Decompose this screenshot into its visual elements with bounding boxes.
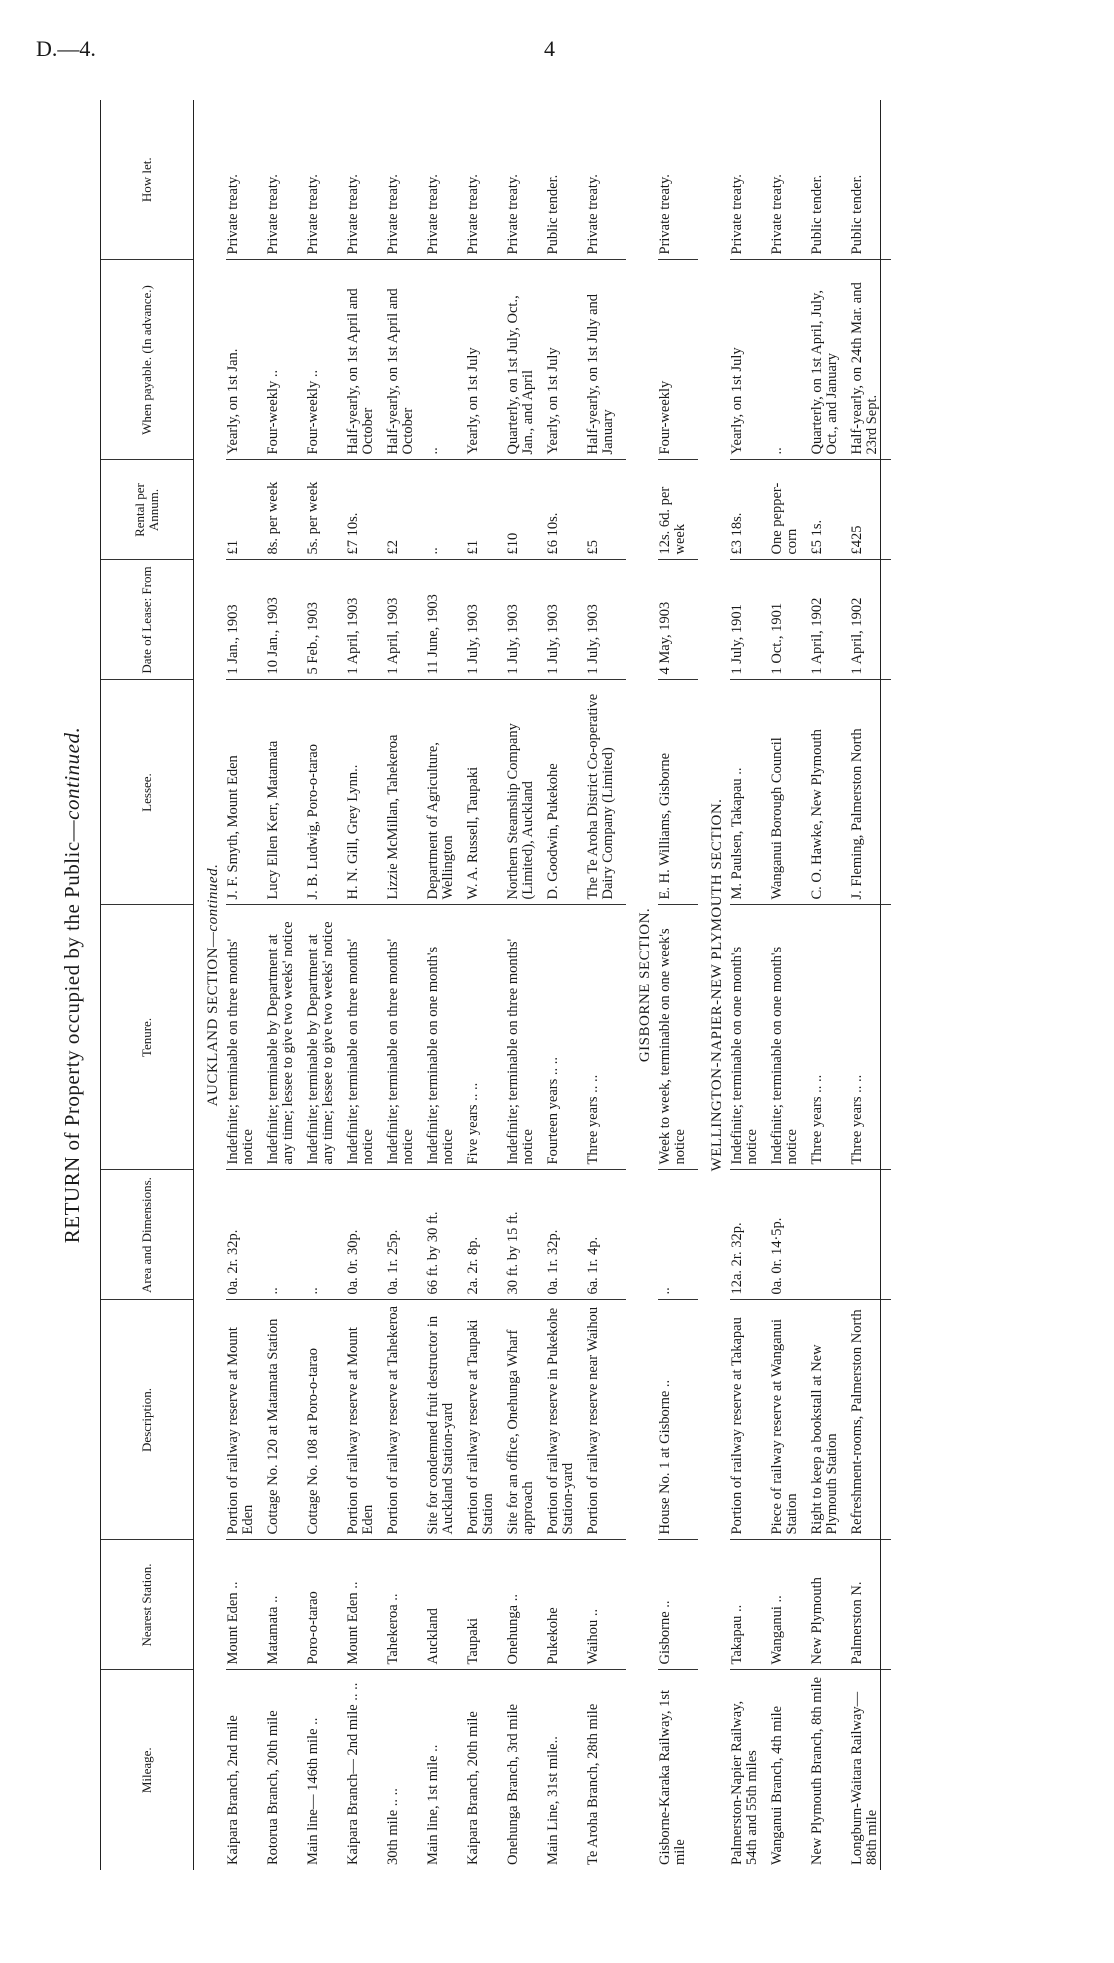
table-cell: 4 May, 1903	[658, 560, 688, 680]
table-cell: Yearly, on 1st July	[466, 260, 496, 460]
table-cell: Three years .. ..	[586, 905, 616, 1170]
spacer-cell	[688, 1670, 698, 1870]
table-cell: 2a. 2r. 8p.	[466, 1170, 496, 1300]
table-cell: £3 18s.	[730, 460, 760, 560]
table-cell: Palmerston N.	[850, 1540, 881, 1670]
table-cell: Yearly, on 1st July	[730, 260, 760, 460]
table-row	[386, 100, 416, 1870]
spacer-cell	[881, 560, 892, 680]
table-cell: Lucy Ellen Kerr, Matamata	[266, 680, 296, 905]
col-header: Tenure.	[101, 905, 194, 1170]
table-cell: 0a. 0r. 14·5p.	[770, 1170, 800, 1300]
table-cell: Indefinite; terminable on one month's notice	[770, 905, 800, 1170]
table-cell: Waihou ..	[586, 1540, 616, 1670]
table-cell: £6 10s.	[546, 460, 576, 560]
section-heading-row	[626, 100, 658, 1870]
table-cell: Half-yearly, on 24th Mar. and 23rd Sept.	[850, 260, 881, 460]
table-cell: E. H. Williams, Gisborne	[658, 680, 688, 905]
spacer-cell	[416, 260, 426, 460]
spacer-cell	[688, 100, 698, 260]
table-cell: Indefinite; terminable on three months' notice	[346, 905, 376, 1170]
table-cell: Public tender.	[810, 100, 840, 260]
table-cell: Cottage No. 120 at Matamata Station	[266, 1300, 296, 1540]
table-cell: 1 July, 1901	[730, 560, 760, 680]
table-cell: Quarterly, on 1st July, Oct., Jan., and April	[506, 260, 536, 460]
spacer-cell	[688, 1170, 698, 1300]
row-spacer	[688, 100, 698, 1870]
table-cell: 1 July, 1903	[506, 560, 536, 680]
table-cell: 12s. 6d. per week	[658, 460, 688, 560]
table-row	[730, 100, 760, 1870]
table-cell: Private treaty.	[306, 100, 336, 260]
document-code: D.—4.	[36, 36, 96, 61]
table-cell: Mount Eden ..	[346, 1540, 376, 1670]
table-cell: Main line, 1st mile ..	[425, 1744, 441, 1865]
row-spacer	[616, 100, 626, 1870]
table-cell: New Plymouth	[810, 1540, 840, 1670]
table-cell: J. B. Ludwig, Poro-o-tarao	[306, 680, 336, 905]
table-cell: Portion of railway reserve near Waihou	[586, 1300, 616, 1540]
table-cell: Half-yearly, on 1st April and October	[386, 260, 416, 460]
spacer-cell	[881, 1300, 892, 1540]
table-cell: 30th mile .. ..	[385, 1788, 401, 1865]
property-return-table	[100, 100, 891, 1870]
section-heading: WELLINGTON-NAPIER-NEW PLYMOUTH SECTION.	[709, 798, 725, 1172]
table-cell: Indefinite; terminable on one month's notice	[730, 905, 760, 1170]
table-cell: Indefinite; terminable on three months' notice	[506, 905, 536, 1170]
section-heading: GISBORNE SECTION.	[637, 907, 653, 1063]
table-cell: Lizzie McMillan, Tahekeroa	[386, 680, 416, 905]
table-cell: ..	[266, 1170, 296, 1300]
table-cell: Site for condemned fruit destructor in Auckland Station-yard	[426, 1300, 456, 1540]
table-body	[194, 100, 892, 1870]
table-cell: Main Line, 31st mile..	[545, 1736, 561, 1865]
spacer-cell	[616, 1170, 626, 1300]
table-cell: Wanganui Branch, 4th mile	[769, 1705, 785, 1865]
table-cell: Onehunga ..	[506, 1540, 536, 1670]
spacer-cell	[688, 1300, 698, 1540]
table-cell: Half-yearly, on 1st July and January	[586, 260, 616, 460]
table-cell: Pukekohe	[546, 1540, 576, 1670]
spacer-cell	[881, 1170, 892, 1300]
table-cell: Four-weekly	[658, 260, 688, 460]
table-cell: Private treaty.	[730, 100, 760, 260]
spacer-cell	[800, 1170, 810, 1300]
section-heading: AUCKLAND SECTION—continued.	[205, 863, 221, 1107]
spacer-cell	[616, 460, 626, 560]
spacer-cell	[688, 560, 698, 680]
table-cell: 6a. 1r. 4p.	[586, 1170, 616, 1300]
table-cell: Department of Agriculture, Wellington	[426, 680, 456, 905]
table-cell: Yearly, on 1st July	[546, 260, 576, 460]
table-cell: Private treaty.	[346, 100, 376, 260]
table-cell: ..	[426, 260, 456, 460]
table-cell: Indefinite; terminable on one month's notice	[426, 905, 456, 1170]
col-header: Lessee.	[101, 680, 194, 905]
table-cell: Te Aroha Branch, 28th mile	[585, 1703, 601, 1865]
table-cell: 11 June, 1903	[426, 560, 456, 680]
table-cell: The Te Aroha District Co-operative Dairy Company (Limited)	[586, 680, 616, 905]
table-cell: 5 Feb., 1903	[306, 560, 336, 680]
col-header: Date of Lease: From	[101, 560, 194, 680]
col-header: Rental per Annum.	[101, 460, 194, 560]
page-number: 4	[544, 36, 555, 61]
table-cell: 1 July, 1903	[546, 560, 576, 680]
table-cell: M. Paulsen, Takapau ..	[730, 680, 760, 905]
spacer-cell	[881, 260, 892, 460]
spacer-cell	[881, 905, 892, 1170]
table-cell: Right to keep a bookstall at New Plymouth Station	[810, 1300, 840, 1540]
table-cell: Auckland	[426, 1540, 456, 1670]
spacer-cell	[256, 1170, 266, 1300]
table-cell	[850, 1170, 881, 1300]
section-heading-row	[698, 100, 730, 1870]
table-cell: Kaipara Branch, 20th mile	[465, 1711, 481, 1865]
table-cell: Refreshment-rooms, Palmerston North	[850, 1300, 881, 1540]
spacer-cell	[296, 1170, 306, 1300]
table-cell: Northern Steamship Company (Limited), Auckland	[506, 680, 536, 905]
spacer-cell	[688, 905, 698, 1170]
spacer-cell	[616, 1670, 626, 1870]
table-cell: ..	[658, 1170, 688, 1300]
table-cell: Indefinite; terminable on three months' notice	[226, 905, 256, 1170]
table-cell: Kaipara Branch, 2nd mile	[225, 1715, 241, 1865]
table-cell: 12a. 2r. 32p.	[730, 1170, 760, 1300]
table-cell: One pepper-corn	[770, 460, 800, 560]
table-cell: 1 April, 1903	[386, 560, 416, 680]
table-cell: ..	[306, 1170, 336, 1300]
spacer-cell	[616, 905, 626, 1170]
table-cell: 1 April, 1902	[810, 560, 840, 680]
table-cell: Private treaty.	[226, 100, 256, 260]
table-cell: Takapau ..	[730, 1540, 760, 1670]
table-cell: Portion of railway reserve at Mount Eden	[346, 1300, 376, 1540]
table-cell: 0a. 0r. 30p.	[346, 1170, 376, 1300]
table-row	[346, 100, 376, 1870]
table-row	[586, 100, 616, 1870]
table-cell: Three years .. ..	[810, 905, 840, 1170]
table-cell: Palmerston-Napier Railway, 54th and 55th miles	[729, 1700, 760, 1865]
table-cell: Wanganui Borough Council	[770, 680, 800, 905]
table-cell: Five years .. ..	[466, 905, 496, 1170]
table-row	[546, 100, 576, 1870]
spacer-cell	[840, 1170, 850, 1300]
spacer-cell	[688, 460, 698, 560]
table-cell: Tahekeroa ..	[386, 1540, 416, 1670]
table-cell: Cottage No. 108 at Poro-o-tarao	[306, 1300, 336, 1540]
col-header: Description.	[101, 1300, 194, 1540]
table-cell: ..	[770, 260, 800, 460]
spacer-cell	[881, 680, 892, 905]
spacer-cell	[881, 100, 892, 260]
table-cell: Four-weekly ..	[266, 260, 296, 460]
section-heading-row	[194, 100, 227, 1870]
table-cell: Piece of railway reserve at Wanganui Station	[770, 1300, 800, 1540]
table-cell: Private treaty.	[426, 100, 456, 260]
table-cell: Longburn-Waitara Railway— 88th mile	[850, 1670, 881, 1870]
spacer-cell	[616, 680, 626, 905]
table-cell: Gisborne ..	[658, 1540, 688, 1670]
table-cell: J. Fleming, Palmerston North	[850, 680, 881, 905]
table-row	[466, 100, 496, 1870]
col-header: Mileage.	[101, 1670, 194, 1870]
table-cell: W. A. Russell, Taupaki	[466, 680, 496, 905]
col-header: How let.	[101, 100, 194, 260]
table-cell: Half-yearly, on 1st April and October	[346, 260, 376, 460]
table-cell: Portion of railway reserve at Taupaki Station	[466, 1300, 496, 1540]
page-title: RETURN of Property occupied by the Public—continued.	[60, 726, 84, 1244]
spacer-cell	[760, 260, 770, 460]
table-cell: Taupaki	[466, 1540, 496, 1670]
table-cell: Private treaty.	[466, 100, 496, 260]
table-cell: 1 July, 1903	[586, 560, 616, 680]
table-cell: J. F. Smyth, Mount Eden	[226, 680, 256, 905]
table-cell: £425	[850, 460, 881, 560]
table-row	[506, 100, 536, 1870]
table-cell: Indefinite; terminable by Department at any time; lessee to give two weeks' notice	[266, 905, 296, 1170]
table-cell: C. O. Hawke, New Plymouth	[810, 680, 840, 905]
row-spacer	[881, 100, 892, 1870]
table-cell: Mount Eden ..	[226, 1540, 256, 1670]
spacer-cell	[616, 100, 626, 260]
table-cell: Matamata ..	[266, 1540, 296, 1670]
table-cell: 30 ft. by 15 ft.	[506, 1170, 536, 1300]
table-row	[426, 100, 456, 1870]
table-header-row	[101, 100, 194, 1870]
spacer-cell	[616, 1540, 626, 1670]
table-cell: 0a. 2r. 32p.	[226, 1170, 256, 1300]
table-cell: £5	[586, 460, 616, 560]
table-cell: Private treaty.	[770, 100, 800, 260]
table-cell: Private treaty.	[266, 100, 296, 260]
table-cell: Fourteen years .. ..	[546, 905, 576, 1170]
spacer-cell	[616, 560, 626, 680]
table-cell: D. Goodwin, Pukekohe	[546, 680, 576, 905]
spacer-cell	[616, 1300, 626, 1540]
spacer-cell	[688, 680, 698, 905]
spacer-cell	[416, 460, 426, 560]
table-row	[770, 100, 800, 1870]
spacer-cell	[616, 260, 626, 460]
table-cell: Gisborne-Karaka Railway, 1st mile	[657, 1689, 688, 1865]
table-cell: House No. 1 at Gisborne ..	[658, 1300, 688, 1540]
table-row	[810, 100, 840, 1870]
table-cell: 5s. per week	[306, 460, 336, 560]
col-header: When payable. (In advance.)	[101, 260, 194, 460]
table-cell: Kaipara Branch— 2nd mile .. ..	[345, 1682, 361, 1865]
table-cell: 10 Jan., 1903	[266, 560, 296, 680]
table-cell: Yearly, on 1st Jan.	[226, 260, 256, 460]
table-cell: Wanganui ..	[770, 1540, 800, 1670]
table-cell: 8s. per week	[266, 460, 296, 560]
table-cell: Three years .. ..	[850, 905, 881, 1170]
table-row	[226, 100, 256, 1870]
table-cell: £10	[506, 460, 536, 560]
table-cell: Week to week, terminable on one week's notice	[658, 905, 688, 1170]
spacer-cell	[881, 1670, 892, 1870]
table-cell: Portion of railway reserve in Pukekohe Station-yard	[546, 1300, 576, 1540]
spacer-cell	[688, 260, 698, 460]
table-cell: 0a. 1r. 25p.	[386, 1170, 416, 1300]
table-cell: Private treaty.	[658, 100, 688, 260]
table-cell: Indefinite; terminable by Department at any time; lessee to give two weeks' notice	[306, 905, 336, 1170]
table-cell: Private treaty.	[386, 100, 416, 260]
table-cell: Private treaty.	[586, 100, 616, 260]
table-cell: Quarterly, on 1st April, July, Oct., and January	[810, 260, 840, 460]
table-cell: 1 April, 1902	[850, 560, 881, 680]
table-row	[266, 100, 296, 1870]
table-cell: Site for an office, Onehunga Wharf approach	[506, 1300, 536, 1540]
table-cell: 1 July, 1903	[466, 560, 496, 680]
table-cell: 66 ft. by 30 ft.	[426, 1170, 456, 1300]
table-cell: 1 Oct., 1901	[770, 560, 800, 680]
table-cell: New Plymouth Branch, 8th mile	[809, 1676, 825, 1865]
table-cell: H. N. Gill, Grey Lynn..	[346, 680, 376, 905]
col-header: Area and Dimensions.	[101, 1170, 194, 1300]
table-cell: £2	[386, 460, 416, 560]
col-header: Nearest Station.	[101, 1540, 194, 1670]
table-row	[658, 100, 688, 1870]
table-cell: Portion of railway reserve at Mount Eden	[226, 1300, 256, 1540]
table-cell: Main line— 146th mile ..	[305, 1717, 321, 1865]
table-cell: 1 Jan., 1903	[226, 560, 256, 680]
table-cell: Public tender.	[546, 100, 576, 260]
table-row	[850, 100, 881, 1870]
table-cell: Private treaty.	[506, 100, 536, 260]
table-cell: Indefinite; terminable on three months' notice	[386, 905, 416, 1170]
table-cell	[810, 1170, 840, 1300]
rotated-page	[60, 100, 1070, 1870]
spacer-cell	[881, 1540, 892, 1670]
table-cell: £1	[466, 460, 496, 560]
table-cell: 0a. 1r. 32p.	[546, 1170, 576, 1300]
table-cell: Portion of railway reserve at Takapau	[730, 1300, 760, 1540]
table-cell: £7 10s.	[346, 460, 376, 560]
spacer-cell	[688, 1540, 698, 1670]
table-cell: Portion of railway reserve at Tahekeroa	[386, 1300, 416, 1540]
table-cell: Poro-o-tarao	[306, 1540, 336, 1670]
table-row	[306, 100, 336, 1870]
table-cell: £1	[226, 460, 256, 560]
table-cell: Rotorua Branch, 20th mile	[265, 1710, 281, 1865]
table-cell: Public tender.	[850, 100, 881, 260]
table-cell: 1 April, 1903	[346, 560, 376, 680]
table-cell: ..	[426, 460, 456, 560]
spacer-cell	[881, 460, 892, 560]
table-cell: £5 1s.	[810, 460, 840, 560]
table-cell: Onehunga Branch, 3rd mile	[505, 1703, 521, 1865]
table-cell: Four-weekly ..	[306, 260, 336, 460]
